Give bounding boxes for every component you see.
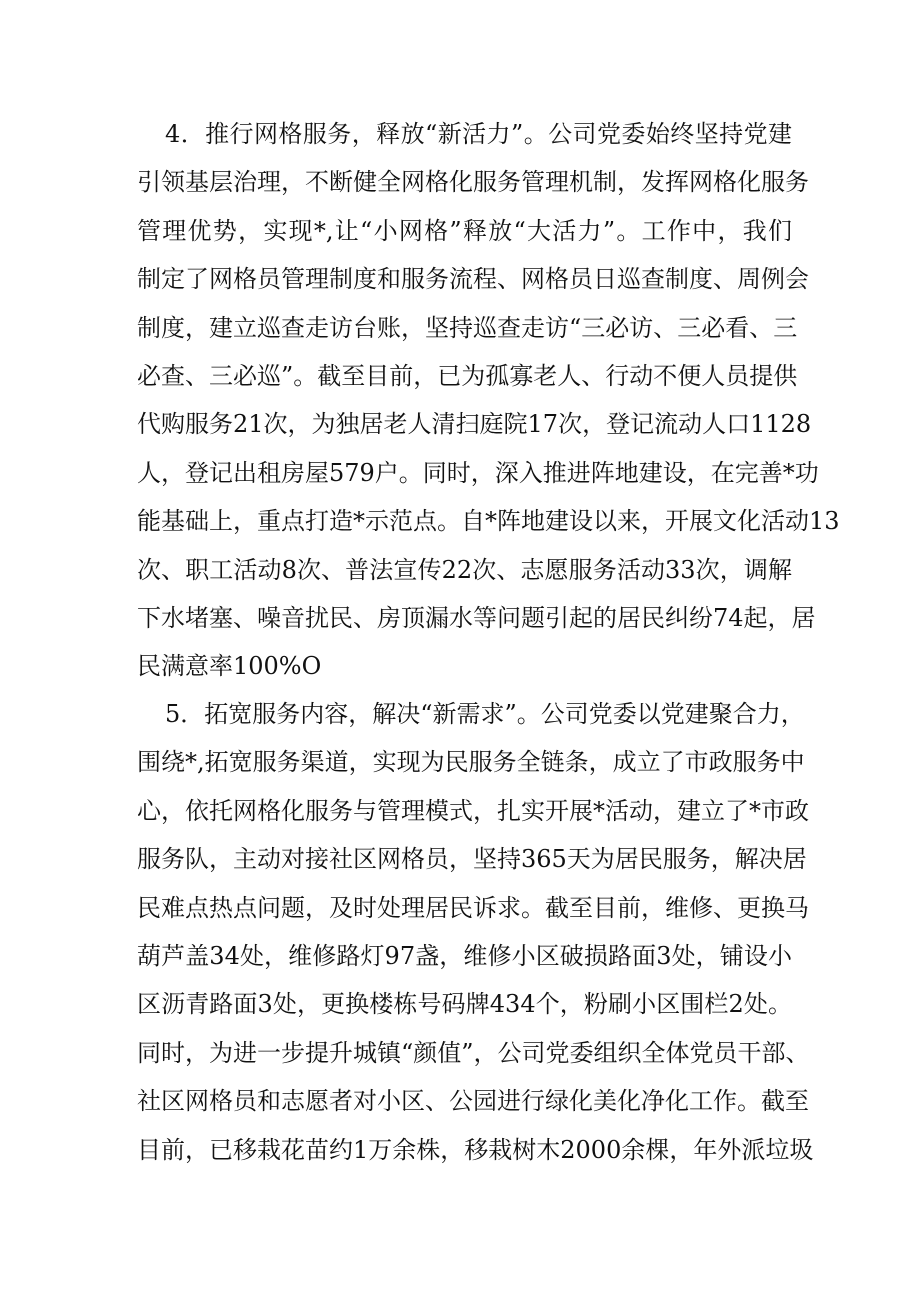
paragraph-line: 目前，已移栽花苗约1万余株，移栽树木2000余棵，年外派垃圾 [137,1135,814,1164]
paragraph-line: 人，登记出租房屋579户。同时，深入推进阵地建设，在完善*功 [137,458,819,487]
paragraph-line: 区沥青路面3处，更换楼栋号码牌434个，粉刷小区围栏2处。 [137,990,792,1019]
paragraph-line: 同时，为进一步提升城镇“颜值”，公司党委组织全体党员干部、 [137,1038,810,1067]
paragraph-line: 5．拓宽服务内容，解决“新需求”。公司党委以党建聚合力， [165,700,805,728]
paragraph-line: 围绕*,拓宽服务渠道，实现为民服务全链条，成立了市政服务中 [137,748,805,777]
paragraph-line: 社区网格员和志愿者对小区、公园进行绿化美化净化工作。截至 [137,1087,809,1116]
paragraph-line: 民满意率100%O [137,652,322,681]
paragraph-service-content [137,690,814,1174]
paragraph-line: 代购服务21次，为独居老人清扫庭院17次，登记流动人口1128 [137,410,812,439]
paragraph-line: 民难点热点问题，及时处理居民诉求。截至目前，维修、更换马 [137,893,809,922]
paragraph-line: 心，依托网格化服务与管理模式，扎实开展*活动，建立了*市政 [137,796,809,825]
paragraph-grid-service [137,110,840,691]
paragraph-line: 服务队，主动对接社区网格员，坚持365天为居民服务，解决居 [137,845,807,874]
paragraph-line: 次、职工活动8次、普法宣传22次、志愿服务活动33次，调解 [137,555,792,584]
paragraph-line: 制度，建立巡查走访台账，坚持巡查走访“三必访、三必看、三 [137,313,798,342]
paragraph-line: 能基础上，重点打造*示范点。自*阵地建设以来，开展文化活动13 [137,507,840,536]
paragraph-line: 葫芦盖34处，维修路灯97盏，维修小区破损路面3处，铺设小 [137,941,792,970]
paragraph-line: 引领基层治理，不断健全网格化服务管理机制，发挥网格化服务 [137,168,809,197]
paragraph-line: 4．推行网格服务，释放“新活力”。公司党委始终坚持党建 [165,120,792,148]
paragraph-line: 制定了网格员管理制度和服务流程、网格员日巡查制度、周例会 [137,265,809,294]
paragraph-line: 必查、三必巡”。截至目前，已为孤寡老人、行动不便人员提供 [137,361,798,390]
paragraph-line: 管理优势，实现*,让“小网格”释放“大活力”。工作中，我们 [137,216,792,245]
paragraph-line: 下水堵塞、噪音扰民、房顶漏水等问题引起的居民纠纷74起，居 [137,603,816,632]
